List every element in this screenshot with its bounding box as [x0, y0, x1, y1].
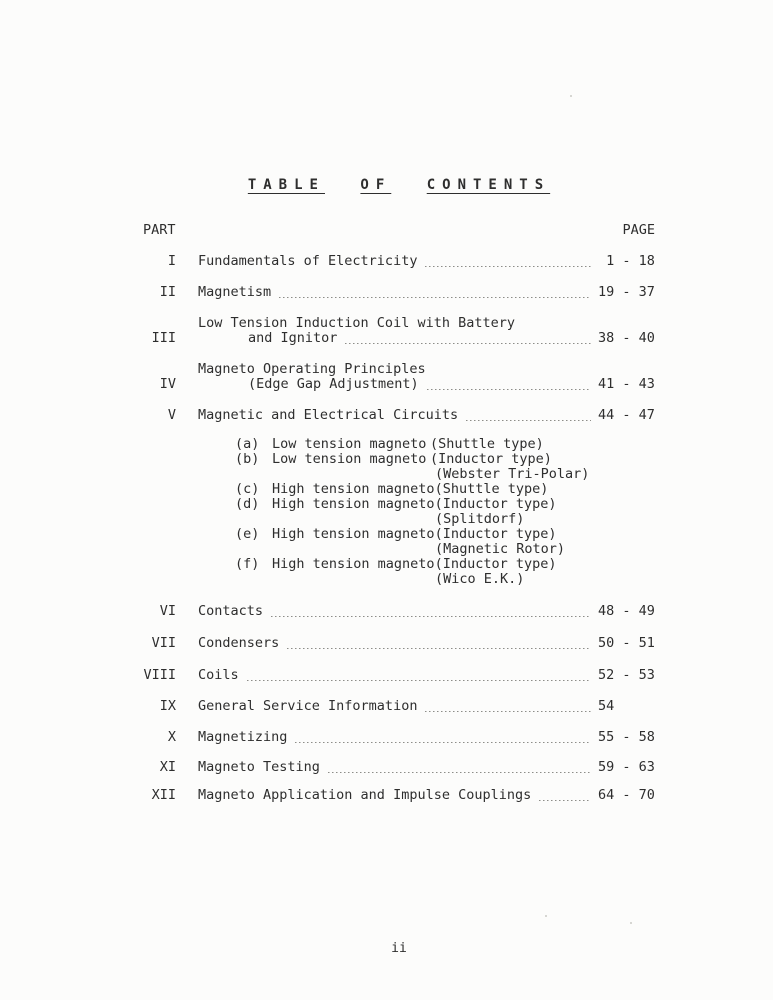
- dot-leader: [279, 296, 591, 298]
- dot-leader: [287, 647, 591, 649]
- toc-part: VII: [151, 635, 176, 651]
- toc-pages: 64 - 70: [598, 787, 655, 803]
- toc-title-block: [198, 316, 598, 346]
- toc-subentry: [143, 557, 655, 572]
- toc-entry: [143, 285, 655, 300]
- toc-entry: [143, 788, 655, 803]
- toc-title-continued: and Ignitor: [248, 330, 338, 346]
- dot-leader: [466, 419, 591, 421]
- subentry-label: (f): [235, 556, 260, 572]
- title-word: TABLE: [247, 177, 325, 193]
- scan-speck: [570, 95, 572, 97]
- toc-content: [143, 0, 655, 819]
- toc-subentry: [143, 482, 655, 497]
- toc-subentry-continuation: [143, 572, 655, 587]
- toc-part: X: [167, 729, 176, 745]
- toc-subentry-continuation: [143, 542, 655, 557]
- toc-part: XII: [151, 787, 176, 803]
- dot-leader: [271, 615, 591, 617]
- toc-title-block: [198, 362, 598, 392]
- dot-leader: [345, 342, 591, 344]
- subentry-type: (Shuttle type): [430, 436, 544, 452]
- subentry-label: (e): [235, 526, 260, 542]
- page-title: [143, 177, 655, 193]
- footer-page-number: ii: [391, 941, 407, 956]
- toc-entry: [143, 668, 655, 683]
- column-headers: [143, 223, 655, 238]
- subentry-type2: (Webster Tri-Polar): [435, 466, 590, 482]
- toc-entry: [143, 699, 655, 714]
- dot-leader: [247, 679, 591, 681]
- toc-title: Coils: [198, 667, 239, 683]
- subentry-type2: (Magnetic Rotor): [435, 541, 566, 557]
- toc-title: Magnetism: [198, 284, 272, 300]
- toc-title: Low Tension Induction Coil with Battery: [198, 315, 515, 331]
- part-column-header: PART: [143, 222, 176, 238]
- subentry-text: High tension magneto: [272, 481, 435, 497]
- toc-entry: [143, 316, 655, 346]
- subentry-text: Low tension magneto: [272, 436, 427, 452]
- scan-speck: [545, 915, 547, 917]
- toc-pages: 52 - 53: [598, 667, 655, 683]
- toc-entry: [143, 408, 655, 423]
- subentry-text: High tension magneto: [272, 556, 435, 572]
- toc-subentry: [143, 452, 655, 467]
- toc-pages: 19 - 37: [598, 284, 655, 300]
- dot-leader: [328, 771, 591, 773]
- toc-part: III: [151, 330, 176, 346]
- toc-pages: 38 - 40: [598, 330, 655, 346]
- subentry-text: High tension magneto: [272, 496, 435, 512]
- subentry-label: (a): [235, 436, 260, 452]
- toc-pages: 41 - 43: [598, 376, 655, 392]
- toc-part: I: [167, 253, 176, 269]
- toc-title: Fundamentals of Electricity: [198, 253, 418, 269]
- toc-entry: [143, 254, 655, 269]
- subentry-label: (d): [235, 496, 260, 512]
- subentry-type: (Inductor type): [430, 451, 552, 467]
- subentry-type: (Inductor type): [434, 526, 557, 542]
- toc-part: II: [159, 284, 176, 300]
- toc-pages: 50 - 51: [598, 635, 655, 651]
- toc-subentry-continuation: [143, 512, 655, 527]
- toc-pages: 55 - 58: [598, 729, 655, 745]
- toc-part: V: [167, 407, 176, 423]
- subentry-type: (Shuttle type): [434, 481, 549, 497]
- dot-leader: [427, 388, 591, 390]
- subentry-type: (Inductor type): [434, 556, 557, 572]
- dot-leader: [425, 265, 591, 267]
- toc-entry: [143, 730, 655, 745]
- toc-title: Contacts: [198, 603, 264, 619]
- toc-title: General Service Information: [198, 698, 418, 714]
- toc-part: VIII: [143, 667, 176, 683]
- toc-pages: 59 - 63: [598, 759, 655, 775]
- toc-subentry-continuation: [143, 467, 655, 482]
- toc-entry: [143, 604, 655, 619]
- title-word: CONTENTS: [426, 177, 551, 193]
- toc-part: IV: [159, 376, 176, 392]
- subentry-text: High tension magneto: [272, 526, 435, 542]
- toc-part: IX: [159, 698, 176, 714]
- scan-speck: [630, 922, 632, 924]
- toc-pages: 1 - 18: [598, 253, 655, 269]
- subentry-type: (Inductor type): [434, 496, 557, 512]
- toc-subentry: [143, 497, 655, 512]
- toc-title: Magnetizing: [198, 729, 288, 745]
- toc-title: Magneto Operating Principles: [198, 361, 426, 377]
- toc-subentry: [143, 527, 655, 542]
- subentry-label: (b): [235, 451, 260, 467]
- toc-title: Magnetic and Electrical Circuits: [198, 407, 459, 423]
- toc-subentry: [143, 437, 655, 452]
- toc-pages: 44 - 47: [598, 407, 655, 423]
- toc-pages: 54: [598, 698, 615, 714]
- toc-part: XI: [159, 759, 176, 775]
- toc-entry: [143, 760, 655, 775]
- toc-title: Condensers: [198, 635, 280, 651]
- toc-sublist: [143, 437, 655, 587]
- dot-leader: [539, 799, 591, 801]
- toc-title: Magneto Testing: [198, 759, 320, 775]
- toc-entry: [143, 636, 655, 651]
- subentry-label: (c): [235, 481, 260, 497]
- page-column-header: PAGE: [622, 222, 655, 238]
- title-word: OF: [360, 177, 392, 193]
- subentry-text: Low tension magneto: [272, 451, 427, 467]
- dot-leader: [425, 710, 591, 712]
- subentry-type2: (Splitdorf): [435, 511, 525, 527]
- toc-part: VI: [159, 603, 176, 619]
- toc-title: Magneto Application and Impulse Couplings: [198, 787, 532, 803]
- toc-title-continued: (Edge Gap Adjustment): [248, 376, 419, 392]
- toc-pages: 48 - 49: [598, 603, 655, 619]
- dot-leader: [295, 741, 591, 743]
- subentry-type2: (Wico E.K.): [435, 571, 525, 587]
- toc-entry: [143, 362, 655, 392]
